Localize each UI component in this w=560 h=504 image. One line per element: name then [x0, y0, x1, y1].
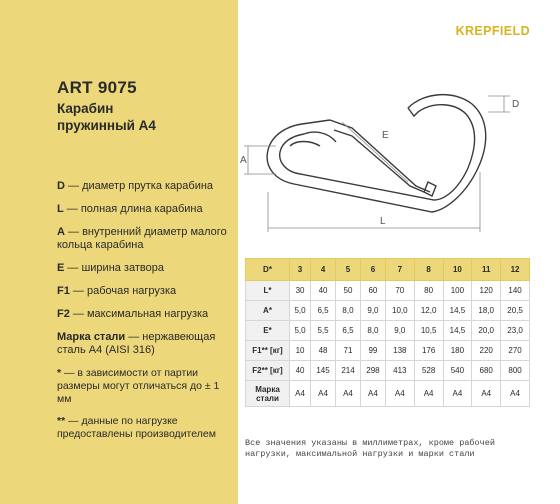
- table-cell: 20,5: [501, 301, 530, 321]
- dimension-label-d: D: [512, 99, 520, 110]
- size-table: [245, 258, 530, 407]
- row-header: E*: [246, 321, 290, 341]
- dimension-label-a: A: [240, 155, 247, 166]
- article-number: ART 9075: [57, 78, 137, 97]
- table-cell: 413: [385, 361, 414, 381]
- table-cell: 298: [360, 361, 385, 381]
- table-cell: 10,0: [385, 301, 414, 321]
- table-corner-header: D*: [246, 259, 290, 281]
- table-cell: 48: [311, 341, 336, 361]
- dimension-label-e: E: [382, 130, 389, 141]
- table-header-row: [246, 259, 530, 281]
- spec-item: E — ширина затвора: [57, 262, 164, 274]
- table-row: [246, 361, 530, 381]
- material-spec: Марка стали — нержавеющая сталь А4 (AISI 316): [57, 331, 216, 356]
- product-title-line2: пружинный А4: [57, 118, 156, 133]
- table-cell: 145: [311, 361, 336, 381]
- table-cell: 9,0: [360, 301, 385, 321]
- table-cell: 30: [290, 281, 311, 301]
- row-header: Марка стали: [246, 381, 290, 407]
- table-cell: 8,0: [360, 321, 385, 341]
- units-footnote: Все значения указаны в миллиметрах, кроме рабочей нагрузки, максимальной нагрузки и марки стали: [245, 438, 495, 459]
- spec-item: A — внутренний диаметр малого кольца карабина: [57, 226, 227, 251]
- table-cell: 14,5: [443, 321, 472, 341]
- carabiner-diagram: [240, 82, 540, 247]
- note-item: * — в зависимости от партии размеры могут отличаться до ± 1 мм: [57, 367, 220, 405]
- table-cell: 214: [336, 361, 361, 381]
- table-cell: 8,0: [336, 301, 361, 321]
- table-cell: 6,5: [311, 301, 336, 321]
- table-cell: 140: [501, 281, 530, 301]
- table-cell: 5,0: [290, 321, 311, 341]
- table-cell: 180: [443, 341, 472, 361]
- table-row: [246, 301, 530, 321]
- table-cell: 5,0: [290, 301, 311, 321]
- table-cell: А4: [501, 381, 530, 407]
- row-header: L*: [246, 281, 290, 301]
- table-row: [246, 281, 530, 301]
- table-cell: 528: [414, 361, 443, 381]
- table-cell: 80: [414, 281, 443, 301]
- table-cell: А4: [360, 381, 385, 407]
- spec-item: D — диаметр прутка карабина: [57, 180, 214, 192]
- table-cell: 18,0: [472, 301, 501, 321]
- table-cell: А4: [336, 381, 361, 407]
- table-cell: 5,5: [311, 321, 336, 341]
- table-cell: 99: [360, 341, 385, 361]
- dimension-label-l: L: [380, 216, 386, 227]
- column-header: 11: [472, 259, 501, 281]
- column-header: 10: [443, 259, 472, 281]
- row-header: A*: [246, 301, 290, 321]
- table-cell: 680: [472, 361, 501, 381]
- column-header: 7: [385, 259, 414, 281]
- table-cell: 100: [443, 281, 472, 301]
- table-cell: 10: [290, 341, 311, 361]
- table-cell: А4: [290, 381, 311, 407]
- table-cell: 23,0: [501, 321, 530, 341]
- table-cell: 540: [443, 361, 472, 381]
- table-cell: 71: [336, 341, 361, 361]
- table-cell: 120: [472, 281, 501, 301]
- table-cell: А4: [443, 381, 472, 407]
- specs-table: [245, 258, 530, 407]
- table-row: [246, 341, 530, 361]
- column-header: 6: [360, 259, 385, 281]
- table-cell: 14,5: [443, 301, 472, 321]
- spec-item: L — полная длина карабина: [57, 203, 203, 215]
- table-cell: 40: [290, 361, 311, 381]
- table-cell: 176: [414, 341, 443, 361]
- column-header: 5: [336, 259, 361, 281]
- table-cell: 70: [385, 281, 414, 301]
- table-cell: А4: [311, 381, 336, 407]
- table-cell: 60: [360, 281, 385, 301]
- product-title: [57, 100, 227, 134]
- brand-logo: KREPFIELD: [455, 24, 530, 38]
- table-cell: 220: [472, 341, 501, 361]
- table-cell: 270: [501, 341, 530, 361]
- table-cell: 20,0: [472, 321, 501, 341]
- table-cell: 12,0: [414, 301, 443, 321]
- table-cell: 6,5: [336, 321, 361, 341]
- row-header: F2** [кг]: [246, 361, 290, 381]
- table-row: [246, 321, 530, 341]
- table-cell: 10,5: [414, 321, 443, 341]
- table-row: [246, 381, 530, 407]
- table-cell: 800: [501, 361, 530, 381]
- note-item: ** — данные по нагрузке предоставлены производителем: [57, 415, 216, 440]
- product-title-line1: Карабин: [57, 101, 114, 116]
- table-cell: А4: [414, 381, 443, 407]
- column-header: 8: [414, 259, 443, 281]
- table-cell: А4: [472, 381, 501, 407]
- table-cell: 50: [336, 281, 361, 301]
- spec-item: F2 — максимальная нагрузка: [57, 308, 209, 320]
- table-cell: 9,0: [385, 321, 414, 341]
- column-header: 12: [501, 259, 530, 281]
- column-header: 3: [290, 259, 311, 281]
- table-cell: 40: [311, 281, 336, 301]
- spec-item: F1 — рабочая нагрузка: [57, 285, 177, 297]
- table-cell: 138: [385, 341, 414, 361]
- row-header: F1** [кг]: [246, 341, 290, 361]
- info-panel: [0, 0, 238, 504]
- spec-list: [57, 180, 235, 450]
- column-header: 4: [311, 259, 336, 281]
- table-cell: А4: [385, 381, 414, 407]
